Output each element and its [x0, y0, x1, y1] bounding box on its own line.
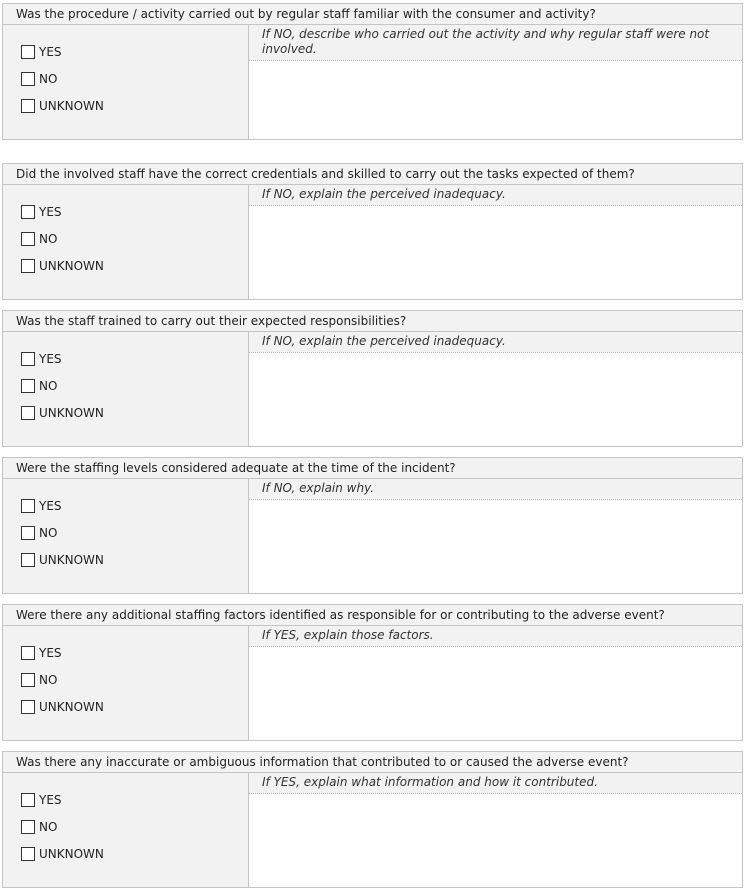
- answer-options: [3, 773, 249, 887]
- explanation-field[interactable]: [249, 353, 742, 446]
- question-text: Did the involved staff have the correct credentials and skilled to carry out the tasks expected of them?: [3, 164, 742, 185]
- option-unknown[interactable]: [21, 845, 104, 863]
- option-unknown[interactable]: [21, 404, 104, 422]
- checkbox-no[interactable]: [21, 820, 35, 834]
- question-text: Was the procedure / activity carried out by regular staff familiar with the consumer and activity?: [3, 4, 742, 25]
- question-block-6: [2, 751, 743, 888]
- checkbox-no[interactable]: [21, 232, 35, 246]
- answer-options: [3, 25, 249, 139]
- option-label-yes: YES: [39, 793, 62, 807]
- checkbox-unknown[interactable]: [21, 406, 35, 420]
- option-label-unknown: UNKNOWN: [39, 553, 104, 567]
- option-no[interactable]: [21, 671, 57, 689]
- option-unknown[interactable]: [21, 97, 104, 115]
- checkbox-unknown[interactable]: [21, 553, 35, 567]
- option-label-no: NO: [39, 379, 58, 393]
- option-label-yes: YES: [39, 499, 62, 513]
- option-label-unknown: UNKNOWN: [39, 406, 104, 420]
- option-no[interactable]: [21, 818, 57, 836]
- option-label-no: NO: [39, 232, 58, 246]
- explanation-hint: If NO, explain the perceived inadequacy.: [249, 332, 742, 353]
- question-block-3: [2, 310, 743, 447]
- option-no[interactable]: [21, 377, 57, 395]
- checkbox-no[interactable]: [21, 72, 35, 86]
- answer-options: [3, 626, 249, 740]
- question-text: Was there any inaccurate or ambiguous information that contributed to or caused the adverse event?: [3, 752, 742, 773]
- option-unknown[interactable]: [21, 257, 104, 275]
- checkbox-yes[interactable]: [21, 205, 35, 219]
- option-label-yes: YES: [39, 45, 62, 59]
- explanation-field[interactable]: [249, 206, 742, 299]
- explanation-field[interactable]: [249, 794, 742, 887]
- option-no[interactable]: [21, 70, 57, 88]
- question-text: Were there any additional staffing factors identified as responsible for or contributing to the adverse event?: [3, 605, 742, 626]
- option-yes[interactable]: [21, 644, 62, 662]
- option-yes[interactable]: [21, 791, 62, 809]
- checkbox-yes[interactable]: [21, 45, 35, 59]
- checkbox-yes[interactable]: [21, 793, 35, 807]
- option-label-no: NO: [39, 673, 58, 687]
- explanation-hint: If YES, explain those factors.: [249, 626, 742, 647]
- option-label-no: NO: [39, 820, 58, 834]
- option-label-no: NO: [39, 72, 58, 86]
- explanation-field[interactable]: [249, 500, 742, 593]
- option-label-unknown: UNKNOWN: [39, 700, 104, 714]
- explanation-hint: If NO, explain why.: [249, 479, 742, 500]
- checkbox-yes[interactable]: [21, 646, 35, 660]
- question-block-1: [2, 3, 743, 140]
- option-label-yes: YES: [39, 205, 62, 219]
- option-label-unknown: UNKNOWN: [39, 847, 104, 861]
- question-text: Was the staff trained to carry out their expected responsibilities?: [3, 311, 742, 332]
- checkbox-yes[interactable]: [21, 352, 35, 366]
- checkbox-unknown[interactable]: [21, 259, 35, 273]
- option-unknown[interactable]: [21, 551, 104, 569]
- option-unknown[interactable]: [21, 698, 104, 716]
- question-block-2: [2, 163, 743, 300]
- option-label-unknown: UNKNOWN: [39, 259, 104, 273]
- checkbox-no[interactable]: [21, 673, 35, 687]
- explanation-hint: If YES, explain what information and how it contributed.: [249, 773, 742, 794]
- explanation-field[interactable]: [249, 61, 742, 139]
- explanation-hint: If NO, describe who carried out the activity and why regular staff were not involved.: [249, 25, 742, 61]
- question-text: Were the staffing levels considered adequate at the time of the incident?: [3, 458, 742, 479]
- checkbox-no[interactable]: [21, 526, 35, 540]
- option-no[interactable]: [21, 230, 57, 248]
- checkbox-unknown[interactable]: [21, 99, 35, 113]
- explanation-hint: If NO, explain the perceived inadequacy.: [249, 185, 742, 206]
- checkbox-unknown[interactable]: [21, 700, 35, 714]
- question-block-4: [2, 457, 743, 594]
- option-label-yes: YES: [39, 352, 62, 366]
- answer-options: [3, 332, 249, 446]
- answer-options: [3, 185, 249, 299]
- explanation-field[interactable]: [249, 647, 742, 740]
- option-yes[interactable]: [21, 203, 62, 221]
- option-label-yes: YES: [39, 646, 62, 660]
- option-no[interactable]: [21, 524, 57, 542]
- option-label-unknown: UNKNOWN: [39, 99, 104, 113]
- checkbox-unknown[interactable]: [21, 847, 35, 861]
- checkbox-yes[interactable]: [21, 499, 35, 513]
- question-block-5: [2, 604, 743, 741]
- option-yes[interactable]: [21, 497, 62, 515]
- option-label-no: NO: [39, 526, 58, 540]
- option-yes[interactable]: [21, 350, 62, 368]
- checkbox-no[interactable]: [21, 379, 35, 393]
- answer-options: [3, 479, 249, 593]
- option-yes[interactable]: [21, 43, 62, 61]
